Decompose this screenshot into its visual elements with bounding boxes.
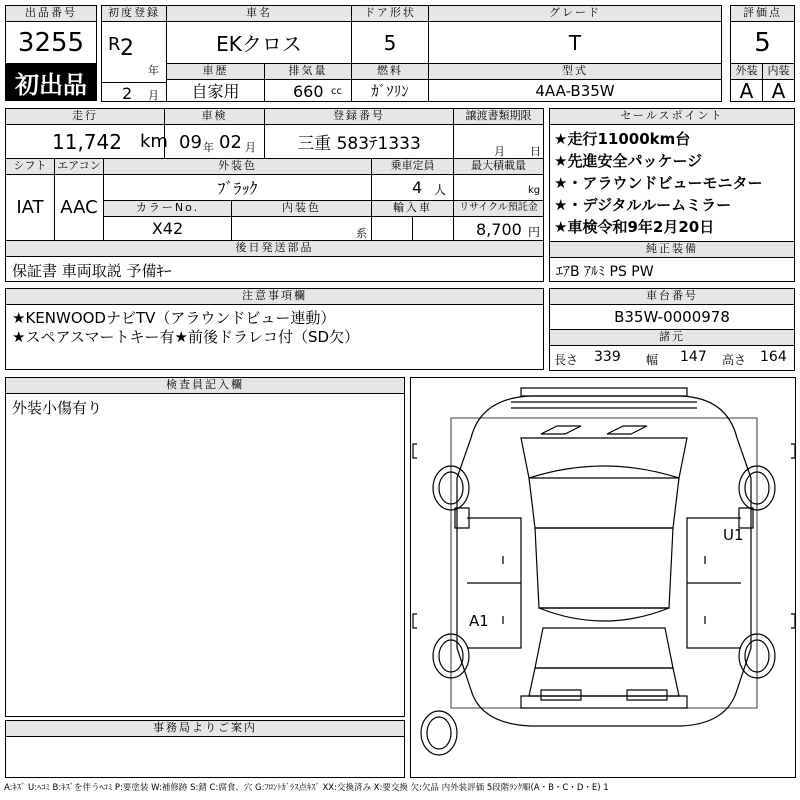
score-label: 評価点: [730, 5, 795, 22]
sales-label: セールスポイント: [549, 108, 795, 125]
spec-values: [549, 345, 795, 371]
capacity-label: 乗車定員: [371, 158, 454, 175]
first-listing-badge: 初出品: [5, 63, 97, 101]
ac-label: エアコン: [54, 158, 104, 175]
transfer-label: 譲渡書類期限: [453, 108, 544, 125]
transfer-day: 日: [530, 145, 541, 158]
mileage-cell: [5, 124, 168, 159]
sales-point: ★・アラウンドビューモニター: [554, 174, 763, 192]
history-value: 自家用: [166, 79, 265, 102]
sales-point: ★車検令和9年2月20日: [554, 218, 715, 236]
notes-body: [5, 304, 544, 370]
len-label: 長さ: [554, 353, 579, 367]
inspector-text: 外装小傷有り: [5, 393, 405, 717]
shift-label: シフト: [5, 158, 55, 175]
recycle-cell: [453, 216, 544, 241]
note-line: ★スペアスマートキー有★前後ドラレコ付（SD欠）: [12, 328, 360, 346]
grade-value: T: [428, 21, 722, 64]
month-unit: 月: [148, 89, 159, 102]
reg-year: 2: [120, 36, 134, 61]
plate-label: 登録番号: [264, 108, 454, 125]
inspection-cell: [164, 124, 265, 159]
import-cell-a: [371, 216, 413, 241]
mileage-label: 走行: [5, 108, 165, 125]
recycle-value: 8,700: [476, 220, 522, 239]
fuel-label: 燃料: [351, 63, 429, 80]
ext-value: A: [730, 79, 763, 102]
color-no-value: X42: [103, 216, 232, 241]
door-label: ドア形状: [351, 5, 429, 22]
later-parts-value: 保証書 車両取説 予備ｷｰ: [5, 256, 544, 282]
load-label: 最大積載量: [453, 158, 544, 175]
later-parts-label: 後日発送部品: [5, 240, 544, 257]
recycle-unit: 円: [528, 225, 541, 239]
legend: A:ｷｽﾞ U:ﾍｺﾐ B:ｷｽﾞを伴うﾍｺﾐ P:要塗装 W:補修跡 S:錆 C:腐食、穴 G:ﾌﾛﾝﾄｶﾞﾗｽ点ｷｽﾞ XX:交換済み X:要交換 欠:欠品 内外装評価 5段階ﾗﾝｸ順(A・B・C・D・E) 1: [4, 783, 609, 793]
capacity-cell: [371, 174, 454, 201]
reg-year-cell: [101, 21, 167, 83]
spec-label: 諸元: [549, 329, 795, 346]
note-line: ★KENWOODナビTV（アラウンドビュー連動）: [12, 309, 336, 327]
insp-month-unit: 月: [245, 141, 256, 154]
fuel-value: ｶﾞｿﾘﾝ: [351, 79, 429, 102]
damage-mark-u1: U1: [723, 526, 744, 544]
int-label: 内装: [762, 63, 795, 80]
ext-label: 外装: [730, 63, 763, 80]
sales-points: [549, 124, 795, 242]
car-diagram: [410, 377, 796, 778]
insp-month: 02: [219, 132, 242, 153]
transfer-month: 月: [494, 145, 505, 158]
inspection-label: 車検: [164, 108, 265, 125]
car-name-label: 車名: [166, 5, 352, 22]
interior-suffix: 系: [356, 227, 367, 240]
car-name: EKクロス: [166, 21, 352, 64]
sales-point: ★・デジタルルームミラー: [554, 196, 732, 214]
color-no-label: カラーNo.: [103, 200, 232, 217]
grade-label: グレード: [428, 5, 722, 22]
era: R: [108, 34, 121, 55]
lot-no: 3255: [5, 21, 97, 64]
model-value: 4AA-B35W: [428, 79, 722, 102]
wid-value: 147: [680, 349, 707, 365]
displacement-unit: cc: [331, 86, 342, 97]
door-value: 5: [351, 21, 429, 64]
load-cell: [453, 174, 544, 201]
len-value: 339: [594, 349, 621, 365]
office-body: [5, 736, 405, 778]
hei-value: 164: [760, 349, 787, 365]
shift-value: IAT: [5, 174, 55, 241]
hei-label: 高さ: [722, 353, 747, 367]
year-unit: 年: [148, 64, 159, 77]
lot-no-label: 出品番号: [5, 5, 97, 22]
inspector-label: 検査員記入欄: [5, 377, 405, 394]
displacement-cell: [264, 79, 352, 102]
office-label: 事務局よりご案内: [5, 720, 405, 737]
plate-value: 三重 583ﾃ1333: [264, 124, 454, 159]
load-unit: kg: [528, 185, 541, 196]
displacement-value: 660: [293, 82, 324, 101]
sales-point: ★走行11000km台: [554, 130, 691, 148]
insp-year: 09: [179, 132, 202, 153]
insp-year-unit: 年: [203, 141, 214, 154]
mileage-value: 11,742: [52, 130, 122, 154]
sales-point: ★先進安全パッケージ: [554, 152, 703, 170]
color-label: 外装色: [103, 158, 372, 175]
notes-label: 注意事項欄: [5, 288, 544, 305]
capacity-unit: 人: [434, 183, 447, 197]
capacity-value: 4: [412, 178, 423, 197]
transfer-cell: [453, 124, 544, 159]
car-outline-icon: [411, 378, 797, 779]
reg-month: 2: [122, 84, 133, 103]
equip-value: ｴｱB ｱﾙﾐ PS PW: [549, 257, 795, 282]
damage-mark-a1: A1: [469, 612, 489, 630]
reg-month-cell: [101, 82, 167, 102]
score-value: 5: [730, 21, 795, 64]
int-value: A: [762, 79, 795, 102]
recycle-label: リサイクル預託金: [453, 200, 544, 217]
chassis-value: B35W-0000978: [549, 304, 795, 330]
interior-color-cell: [231, 216, 372, 241]
wid-label: 幅: [646, 353, 659, 367]
import-label: 輸入車: [371, 200, 454, 217]
displacement-label: 排気量: [264, 63, 352, 80]
history-label: 車歴: [166, 63, 265, 80]
interior-color-label: 内装色: [231, 200, 372, 217]
color-value: ﾌﾞﾗｯｸ: [103, 174, 372, 201]
ac-value: AAC: [54, 174, 104, 241]
reg-label: 初度登録: [101, 5, 167, 22]
model-label: 型式: [428, 63, 722, 80]
mileage-unit: km: [140, 131, 168, 152]
import-cell-b: [412, 216, 454, 241]
equip-label: 純正装備: [549, 241, 795, 258]
chassis-label: 車台番号: [549, 288, 795, 305]
